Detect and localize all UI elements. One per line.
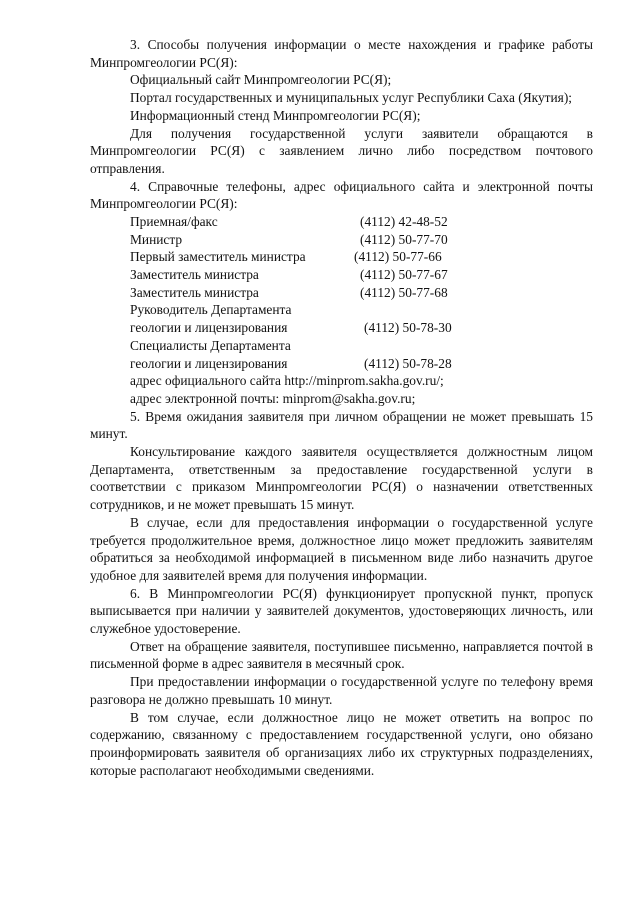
contact-phone: (4112) 50-78-30 <box>364 320 452 336</box>
section-4-heading: 4. Справочные телефоны, адрес официального сайта и электронной почты Минпромгеологии РС(Я): <box>90 178 593 212</box>
email-address: адрес электронной почты: minprom@sakha.gov.ru; <box>130 390 416 406</box>
contact-row <box>90 319 593 337</box>
contact-name: Министр <box>130 231 183 247</box>
section-3-heading: 3. Способы получения информации о месте нахождения и графике работы Минпромгеологии РС(Я): <box>90 37 593 70</box>
section-6-redirect: В том случае, если должностное лицо не может ответить на вопрос по содержанию, связанному с предоставлением государственной услуги, оно обязано проинформировать заявителя об организациях либо их структурных подразделениях, которые располагают необходимыми сведениями. <box>90 709 593 778</box>
contact-phone: (4112) 50-78-28 <box>364 355 452 371</box>
info-source-website: Официальный сайт Минпромгеологии РС(Я); <box>130 72 392 88</box>
document-page <box>90 36 593 779</box>
contact-name: геологии и лицензирования <box>130 355 288 371</box>
contact-phone: (4112) 50-77-67 <box>360 267 448 283</box>
section-5-long-request: В случае, если для предоставления информации о государственной услуге требуется продолжительное время, должностное лицо может предложить заявителям обратиться за необходимой информацией в письменном виде либо назначить другое удобное для заявителей время для получения информации. <box>90 514 593 583</box>
section-6-written-reply: Ответ на обращение заявителя, поступившее письменно, направляется почтой в письменной форме в адрес заявителя в месячный срок. <box>90 638 593 672</box>
contacts-table <box>90 213 593 372</box>
contact-phone: (4112) 50-77-66 <box>354 249 442 265</box>
contact-row <box>90 355 593 373</box>
info-source-stand: Информационный стенд Минпромгеологии РС(Я); <box>130 107 421 123</box>
website-address: адрес официального сайта http://minprom.sakha.gov.ru/; <box>130 373 444 389</box>
contact-name: Приемная/факс <box>130 214 218 230</box>
contact-row <box>90 301 593 319</box>
contact-name: Заместитель министра <box>130 284 259 300</box>
contact-name: Заместитель министра <box>130 267 259 283</box>
contact-phone: (4112) 42-48-52 <box>360 214 448 230</box>
section-5-consulting: Консультирование каждого заявителя осуществляется должностным лицом Департамента, ответственным за предоставление государственной услуги в соответствии с приказом Минпромгеологии РС(Я) о назначении ответственных сотрудников, и не может превышать 15 минут. <box>90 444 593 513</box>
section-3-note: Для получения государственной услуги заявители обращаются в Минпромгеологии РС(Я) с заявлением лично либо посредством почтового отправления. <box>90 125 593 176</box>
contact-phone: (4112) 50-77-68 <box>360 284 448 300</box>
section-5-waiting-time: 5. Время ожидания заявителя при личном обращении не может превышать 15 минут. <box>90 408 593 442</box>
contact-name: Руководитель Департамента <box>130 302 292 318</box>
section-6-checkpoint: 6. В Минпромгеологии РС(Я) функционирует пропускной пункт, пропуск выписывается при наличии у заявителей документов, удостоверяющих личность, или служебное удостоверение. <box>90 585 593 637</box>
info-source-portal: Портал государственных и муниципальных услуг Республики Саха (Якутия); <box>130 90 572 106</box>
contact-name: Первый заместитель министра <box>130 249 306 265</box>
contact-name: Специалисты Департамента <box>130 337 291 353</box>
contact-row <box>90 266 593 284</box>
contact-name: геологии и лицензирования <box>130 320 288 336</box>
contact-row <box>90 213 593 231</box>
contact-row <box>90 248 593 266</box>
contact-row <box>90 231 593 249</box>
section-6-phone-limit: При предоставлении информации о государственной услуге по телефону время разговора не должно превышать 10 минут. <box>90 674 593 707</box>
contact-phone: (4112) 50-77-70 <box>360 231 448 247</box>
contact-row <box>90 284 593 302</box>
contact-row <box>90 337 593 355</box>
